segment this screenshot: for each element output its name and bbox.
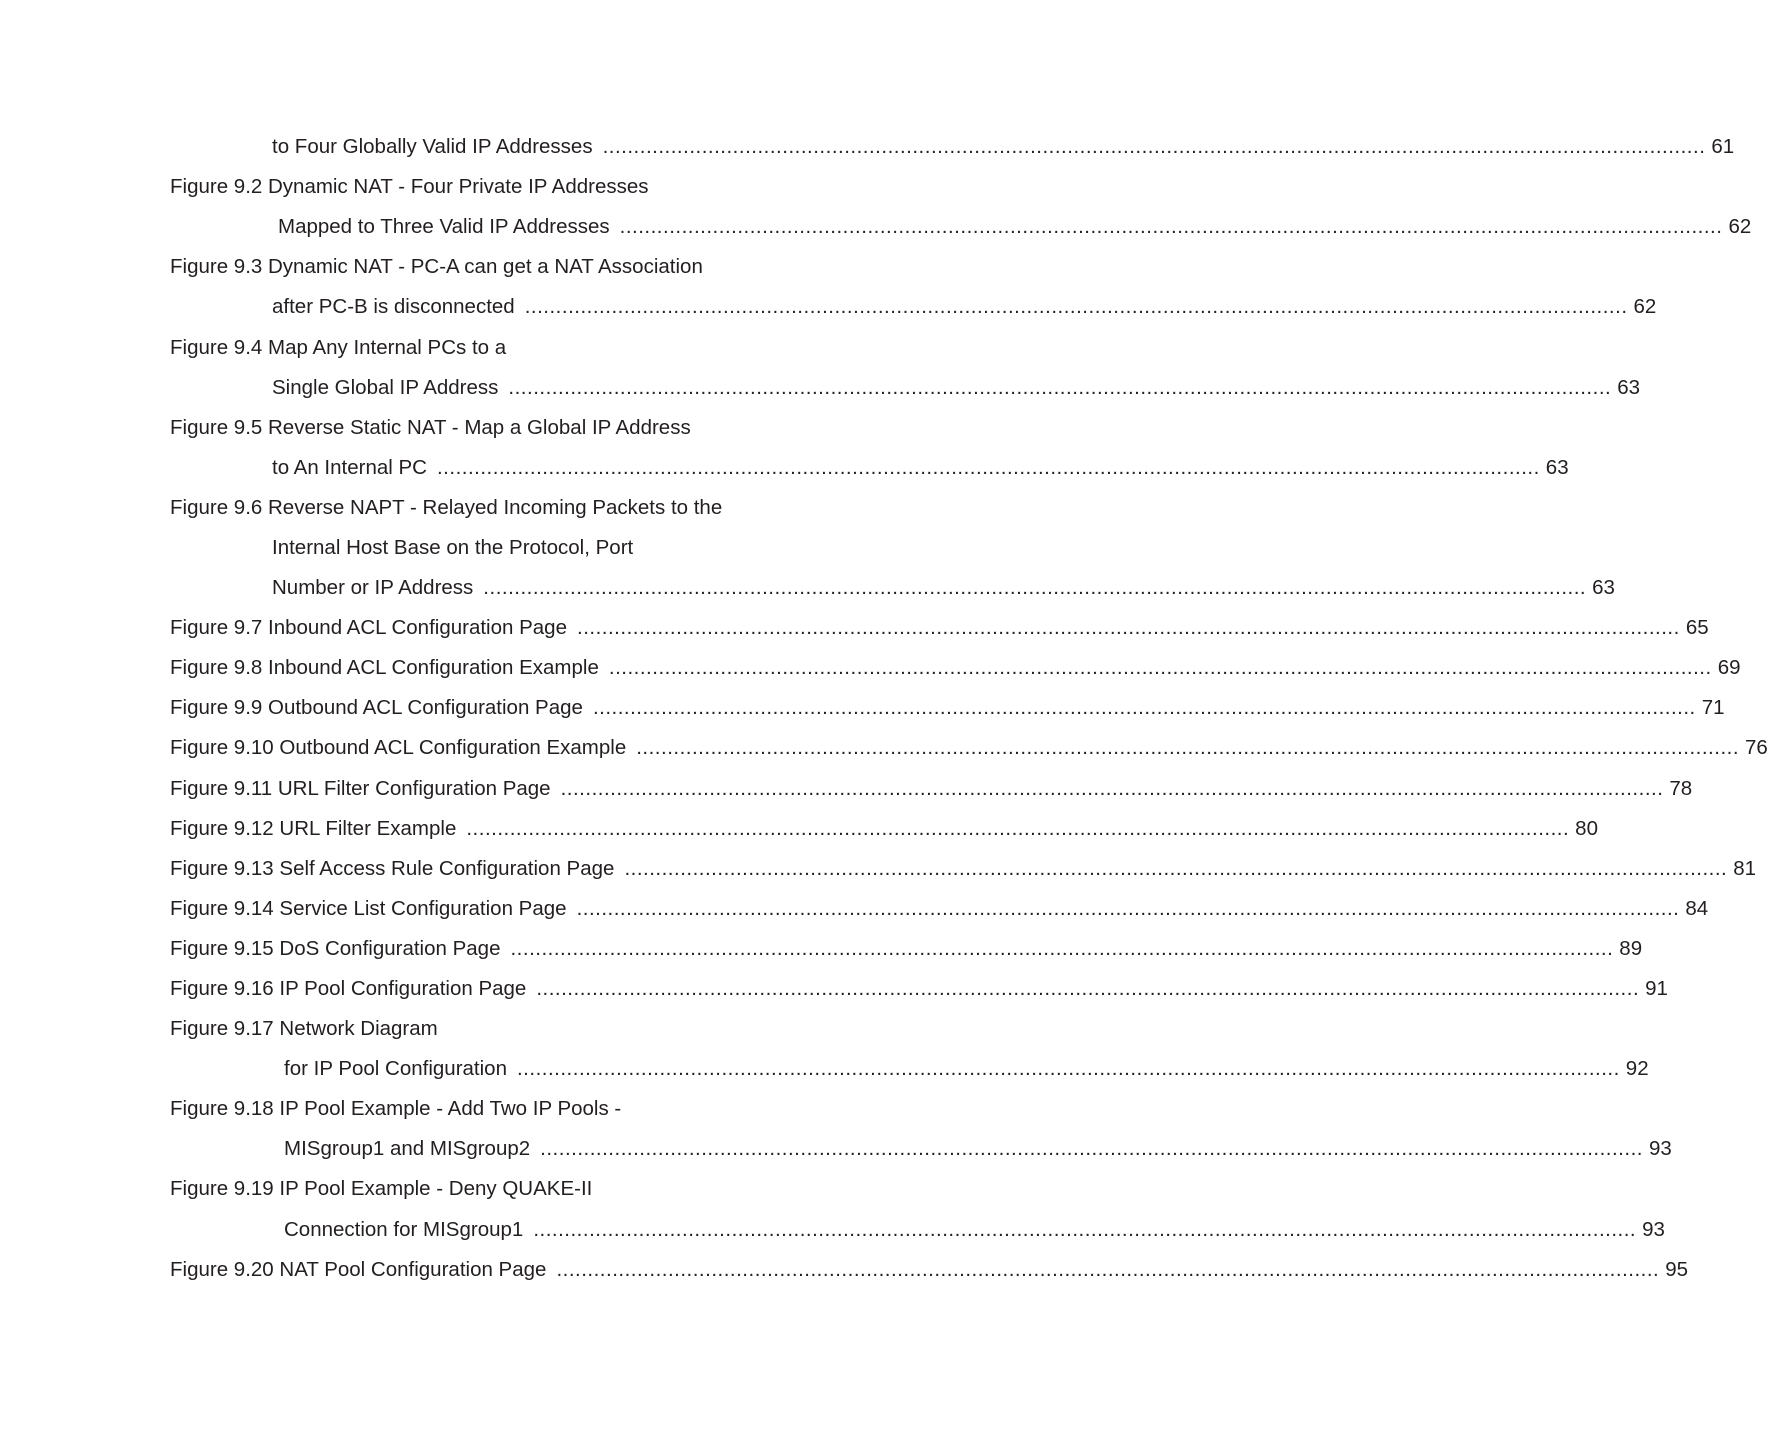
toc-entry-title: Figure 9.7 Inbound ACL Configuration Page [170,616,567,640]
dot-leader: .................................................................................................................................................................................. [602,135,1706,159]
dot-leader: .................................................................................................................................................................................. [608,656,1712,680]
toc-entry [170,1250,1689,1290]
toc-entry-title: Figure 9.11 URL Filter Configuration Page [170,776,551,800]
toc-entry-title: Figure 9.20 NAT Pool Configuration Page [170,1257,547,1281]
toc-entry [170,1169,812,1209]
toc-page-number: 93 [1642,1217,1665,1241]
dot-leader: .................................................................................................................................................................................. [436,455,1540,479]
toc-entry-title: after PC-B is disconnected [272,295,515,319]
toc-entry-title: Figure 9.16 IP Pool Configuration Page [170,977,527,1001]
toc-entry-title: Figure 9.10 Outbound ACL Configuration Example [170,736,627,760]
toc-entry [170,728,1768,768]
dot-leader: .................................................................................................................................................................................. [576,896,1680,920]
toc-entry-title: Figure 9.5 Reverse Static NAT - Map a Global IP Address [170,415,691,439]
toc-page-number: 61 [1711,135,1735,159]
dot-leader: .................................................................................................................................................................................. [510,936,1614,960]
toc-entry-title: Figure 9.8 Inbound ACL Configuration Example [170,656,599,680]
toc-entry [170,488,812,528]
toc-entry [170,849,1757,889]
toc-entry [170,889,1709,929]
toc-page-number: 80 [1575,816,1598,840]
toc-entry-title: for IP Pool Configuration [284,1057,507,1081]
toc-entry-title: Figure 9.19 IP Pool Example - Deny QUAKE-II [170,1177,593,1201]
toc-page-number: 92 [1625,1057,1649,1081]
toc-entry-title: Mapped to Three Valid IP Addresses [278,215,610,239]
list-of-figures [170,127,1768,1290]
dot-leader: .................................................................................................................................................................................. [483,576,1587,600]
toc-page-number: 69 [1717,656,1741,680]
dot-leader: .................................................................................................................................................................................. [624,856,1728,880]
toc-page-number: 93 [1648,1137,1672,1161]
toc-page-number: 63 [1617,375,1641,399]
dot-leader: .................................................................................................................................................................................. [524,295,1628,319]
toc-page-number: 84 [1685,896,1709,920]
dot-leader: .................................................................................................................................................................................. [560,776,1664,800]
toc-entry-title: Figure 9.17 Network Diagram [170,1017,438,1041]
toc-entry [170,1009,812,1049]
toc-page-number: 95 [1665,1257,1689,1281]
toc-entry [170,648,1741,688]
toc-page-number: 63 [1545,455,1569,479]
toc-page-number: 81 [1733,856,1757,880]
toc-entry-title: Number or IP Address [272,576,474,600]
toc-page-number: 62 [1633,295,1657,319]
toc-entry-title: Figure 9.18 IP Pool Example - Add Two IP Pools - [170,1097,622,1121]
toc-page-number: 89 [1619,936,1643,960]
toc-entry [170,528,812,568]
toc-entry [170,688,1725,728]
toc-entry-title: MISgroup1 and MISgroup2 [284,1137,531,1161]
toc-entry [170,608,1709,648]
toc-entry-title: Figure 9.3 Dynamic NAT - PC-A can get a NAT Association [170,255,703,279]
toc-entry [170,448,1569,488]
toc-entry-title: Figure 9.14 Service List Configuration Page [170,896,567,920]
toc-entry [170,1049,1649,1089]
dot-leader: .................................................................................................................................................................................. [536,977,1640,1001]
toc-entry-title: Figure 9.4 Map Any Internal PCs to a [170,335,507,359]
toc-entry [170,568,1615,608]
toc-entry [170,368,1641,408]
dot-leader: .................................................................................................................................................................................. [533,1217,1637,1241]
toc-page-number: 65 [1685,616,1709,640]
toc-entry-title: to Four Globally Valid IP Addresses [272,135,593,159]
toc-entry-title: Figure 9.15 DoS Configuration Page [170,936,501,960]
toc-entry-title: Internal Host Base on the Protocol, Port [272,535,634,559]
dot-leader: .................................................................................................................................................................................. [508,375,1612,399]
toc-page-number: 62 [1728,215,1752,239]
toc-page-number: 91 [1645,977,1668,1001]
dot-leader: .................................................................................................................................................................................. [466,816,1570,840]
toc-entry [170,207,1752,247]
dot-leader: .................................................................................................................................................................................. [516,1057,1620,1081]
toc-entry-title: Figure 9.6 Reverse NAPT - Relayed Incoming Packets to the [170,495,723,519]
toc-entry-title: Figure 9.9 Outbound ACL Configuration Page [170,696,583,720]
dot-leader: .................................................................................................................................................................................. [636,736,1740,760]
toc-entry [170,969,1668,1009]
dot-leader: .................................................................................................................................................................................. [577,616,1680,640]
toc-page-number: 78 [1669,776,1693,800]
dot-leader: .................................................................................................................................................................................. [592,696,1696,720]
toc-entry [170,127,1735,167]
toc-entry-title: Figure 9.2 Dynamic NAT - Four Private IP Addresses [170,175,649,199]
dot-leader: .................................................................................................................................................................................. [556,1257,1660,1281]
toc-entry-title: Connection for MISgroup1 [284,1217,524,1241]
toc-entry-title: to An Internal PC [272,455,427,479]
toc-entry [170,167,812,207]
toc-entry-title: Figure 9.13 Self Access Rule Configuration Page [170,856,615,880]
toc-entry [170,1210,1665,1250]
toc-entry-title: Figure 9.12 URL Filter Example [170,816,457,840]
toc-entry [170,247,812,287]
toc-entry [170,1129,1672,1169]
toc-entry [170,809,1598,849]
toc-entry [170,327,812,367]
toc-entry [170,929,1643,969]
dot-leader: .................................................................................................................................................................................. [540,1137,1643,1161]
toc-page-number: 63 [1592,576,1615,600]
toc-entry [170,287,1657,327]
toc-entry [170,408,812,448]
toc-page-number: 71 [1701,696,1725,720]
toc-page-number: 76 [1745,736,1768,760]
toc-entry [170,769,1693,809]
dot-leader: .................................................................................................................................................................................. [619,215,1723,239]
toc-entry-title: Single Global IP Address [272,375,499,399]
toc-entry [170,1089,812,1129]
